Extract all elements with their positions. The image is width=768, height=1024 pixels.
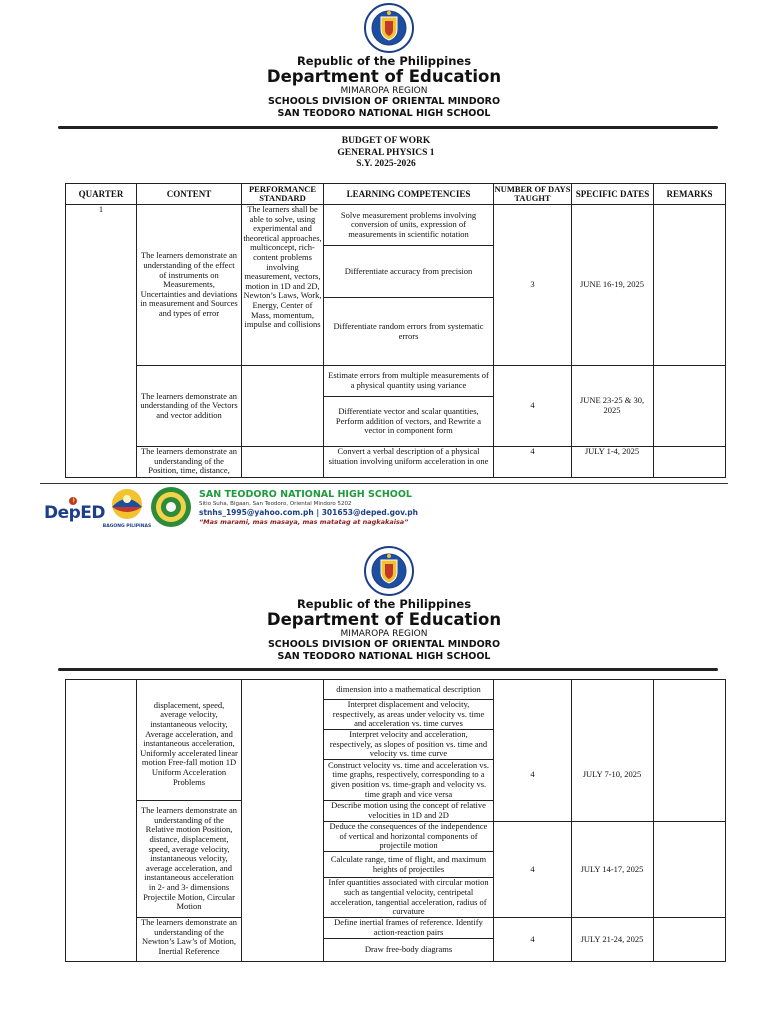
header-divider <box>58 126 718 129</box>
content-cell: The learners demonstrate an understanding of the effect of instruments on Measurements, Uncertainties and deviations in measurement and Sources and types of error <box>140 250 238 318</box>
footer-address: Sitio Suha, Bigaan, San Teodoro, Oriental Mindoro 5202 <box>199 501 352 507</box>
header-division: SCHOOLS DIVISION OF ORIENTAL MINDORO <box>267 639 501 650</box>
doc-title-line3: S.Y. 2025-2026 <box>356 159 416 169</box>
dates-cell: JUNE 23-25 & 30, 2025 <box>579 395 645 415</box>
footer-motto: “Mas marami, mas masaya, mas matatag at nagkakaisa” <box>199 518 409 526</box>
days-cell: 3 <box>530 279 535 290</box>
header-remarks: REMARKS <box>666 189 713 199</box>
footer-school-name: SAN TEODORO NATIONAL HIGH SCHOOL <box>199 489 412 500</box>
header-department: Department of Education <box>266 610 502 629</box>
competency-cell: Convert a verbal description of a physical situation involving uniform acceleration in one <box>328 447 489 466</box>
dates-cell: JULY 1-4, 2025 <box>584 446 640 456</box>
competency-cell: Interpret displacement and velocity, respectively, as areas under velocity vs. time and acceleration vs. time curves <box>332 700 485 729</box>
footer-divider <box>40 483 728 484</box>
competency-cell: dimension into a mathematical description <box>336 683 481 694</box>
header-quarter: QUARTER <box>78 189 124 199</box>
days-cell: 4 <box>530 769 535 780</box>
days-cell: 4 <box>530 446 535 456</box>
days-cell: 4 <box>530 863 535 874</box>
bagong-pilipinas-label: BAGONG PILIPINAS <box>102 524 152 529</box>
competency-cell: Differentiate accuracy from precision <box>344 265 473 276</box>
deped-logo: DepED <box>44 495 98 529</box>
competency-cell: Describe motion using the concept of relative velocities in 1D and 2D <box>331 801 486 820</box>
header-specific-dates: SPECIFIC DATES <box>575 189 650 199</box>
header-school: SAN TEODORO NATIONAL HIGH SCHOOL <box>277 108 491 119</box>
header-performance-standard: PERFORMANCE STANDARD <box>248 184 317 203</box>
bagong-pilipinas-icon <box>108 487 146 521</box>
doc-title-line2: GENERAL PHYSICS 1 <box>337 148 435 158</box>
competency-cell: Calculate range, time of flight, and maximum heights of projectiles <box>330 853 487 874</box>
deped-seal-icon <box>364 3 414 53</box>
content-cell: The learners demonstrate an understanding of the Position, time, distance, <box>140 447 238 476</box>
competency-cell: Infer quantities associated with circular motion such as tangential velocity, centripetal acceleration, tangential acceleration, radius of curvature <box>328 878 489 917</box>
competency-cell: Interpret velocity and acceleration, respectively, as slopes of position vs. time and velocity vs. time curve <box>329 730 488 759</box>
doc-title-line1: BUDGET OF WORK <box>341 136 431 146</box>
header-content: CONTENT <box>166 189 212 199</box>
competency-cell: Estimate errors from multiple measurements of a physical quantity using variance <box>328 370 489 390</box>
dates-cell: JULY 21-24, 2025 <box>580 933 644 944</box>
header-school: SAN TEODORO NATIONAL HIGH SCHOOL <box>277 651 491 662</box>
competency-cell: Draw free-body diagrams <box>364 944 453 955</box>
competency-cell: Construct velocity vs. time and acceleration vs. time graphs, respectively, corresponding to a given position vs. time-graph and velocity vs. time graph and vice versa <box>328 760 489 799</box>
header-region: MIMAROPA REGION <box>340 629 428 639</box>
header-republic: Republic of the Philippines <box>296 54 472 68</box>
competency-cell: Solve measurement problems involving conversion of units, expression of measurements in scientific notation <box>340 209 477 239</box>
header-region: MIMAROPA REGION <box>340 86 428 96</box>
footer-contact: stnhs_1995@yahoo.com.ph | 301653@deped.gov.ph <box>199 508 418 517</box>
header-division: SCHOOLS DIVISION OF ORIENTAL MINDORO <box>267 96 501 107</box>
quarter-value: 1 <box>98 204 104 214</box>
header-days-taught: NUMBER OF DAYS TAUGHT <box>494 184 571 203</box>
header-learning-competencies: LEARNING COMPETENCIES <box>346 189 471 199</box>
deped-seal-icon <box>364 546 414 596</box>
content-cell: The learners demonstrate an understanding of the Relative motion Position, distance, displacement, speed, average velocity, instantaneous velocity, average acceleration, and instantaneous acceleration in 2- and 3- dimensions Projectile Motion, Circular Motion <box>140 805 238 912</box>
content-cell: The learners demonstrate an understanding of the Vectors and vector addition <box>140 390 238 420</box>
dates-cell: JULY 7-10, 2025 <box>582 769 642 780</box>
competency-cell: Differentiate random errors from systematic errors <box>333 320 484 341</box>
content-cell: The learners demonstrate an understanding of the Newton’s Law’s of Motion, Inertial Reference <box>140 918 238 956</box>
header-divider <box>58 668 718 671</box>
content-cell: displacement, speed, average velocity, instantaneous velocity, Average acceleration, and instantaneous acceleration, Uniformly accelerated linear motion Free-fall motion 1D Uniform Acceleration Problems <box>140 699 238 787</box>
days-cell: 4 <box>530 400 535 411</box>
header-department: Department of Education <box>266 67 502 86</box>
performance-standard-cell: The learners shall be able to solve, using experimental and theoretical approaches, multiconcept, rich-content problems involving measurement, vectors, motion in 1D and 2D, Newton’s Laws, Work, Energy, Center of Mass, momentum, impulse and collisions <box>243 205 322 330</box>
school-seal-icon <box>150 486 192 528</box>
days-cell: 4 <box>530 933 535 944</box>
dates-cell: JULY 14-17, 2025 <box>580 863 644 874</box>
header-republic: Republic of the Philippines <box>296 597 472 611</box>
dates-cell: JUNE 16-19, 2025 <box>580 279 644 290</box>
competency-cell: Define inertial frames of reference. Identify action-reaction pairs <box>334 918 483 937</box>
competency-cell: Deduce the consequences of the independence of vertical and horizontal components of projectile motion <box>329 822 488 851</box>
competency-cell: Differentiate vector and scalar quantities, Perform addition of vectors, and Rewrite a vector in component form <box>335 406 482 436</box>
